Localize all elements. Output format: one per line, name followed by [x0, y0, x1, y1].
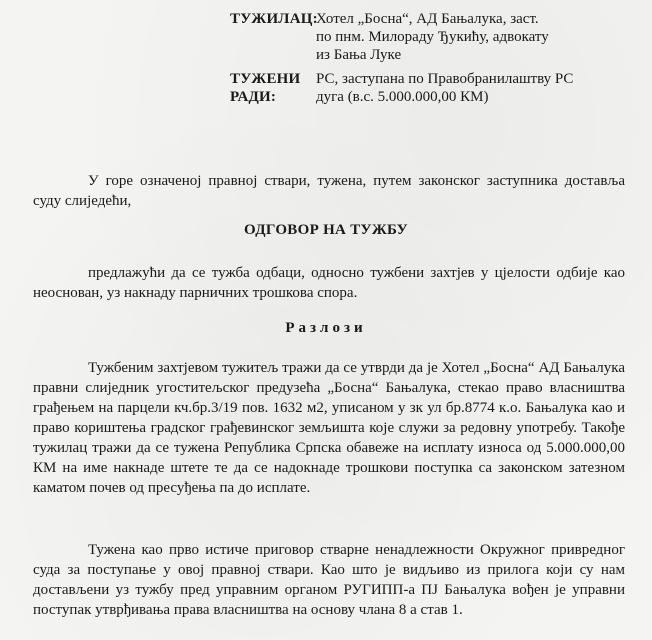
defendant-label: ТУЖЕНИ	[230, 71, 301, 87]
plaintiff-line: Хотел „Босна“, АД Бањалука, заст.	[316, 11, 539, 27]
plaintiff-line: по пнм. Милораду Ђукићу, адвокату	[316, 29, 549, 45]
proposal-text: предлажући да се тужба одбаци, односно тужбени захтјев у цјелости одбије као неоснован, уз накнаду парничних трошкова спора.	[33, 265, 625, 301]
intro-text: У горе означеној правној ствари, тужена, путем законског заступника доставља суду слиједећи,	[33, 173, 625, 209]
case-header	[230, 10, 636, 106]
plaintiff-label: ТУЖИЛАЦ:	[230, 11, 318, 27]
defendant-row	[230, 70, 636, 106]
defendant-labels	[230, 70, 316, 106]
claim-text: Тужбеним захтјевом тужитељ тражи да се утврди да је Хотел „Босна“ АД Бањалука правни слиједник угоститељског предузећа „Босна“ Бањалука, стекао право власништва грађењем на парцели кч.бр.3/19 пов. 1632 м2, уписаном у зк ул бр.8774 к.о. Бањалука као и право кориштења градског грађевинског земљишта које служи за редовну употребу. Такође тужилац тражи да се тужена Република Српска обавеже на исплату износа од 5.000.000,00 КМ на име накнаде штете те да се надокнаде трошкови поступка са законском затезном каматом почев од пресуђења па до исплате.	[33, 360, 625, 496]
claim-paragraph	[33, 358, 625, 498]
proposal-paragraph	[33, 263, 625, 303]
subject-line: дуга (в.с. 5.000.000,00 КМ)	[316, 89, 489, 105]
defendant-value	[316, 70, 636, 106]
subject-label: РАДИ:	[230, 89, 277, 105]
defendant-line: РС, заступана по Правобранилаштву РС	[316, 71, 574, 87]
objection-paragraph	[33, 540, 625, 620]
objection-text: Тужена као прво истиче приговор стварне ненадлежности Окружног привредног суда за поступање у овој правној ствари. Као што је видљиво из прилога који су нам достављени уз тужбу пред управним органом РУГИПП-а ПЈ Бањалука вођен је управни поступак утврђивања права власништва на основу члана 8 а став 1.	[33, 542, 625, 618]
reasons-heading: Разлози	[285, 320, 367, 336]
plaintiff-row	[230, 10, 636, 64]
plaintiff-line: из Бања Луке	[316, 47, 402, 63]
intro-paragraph	[33, 171, 625, 211]
answer-heading: ОДГОВОР НА ТУЖБУ	[244, 222, 408, 238]
plaintiff-value	[316, 10, 636, 64]
